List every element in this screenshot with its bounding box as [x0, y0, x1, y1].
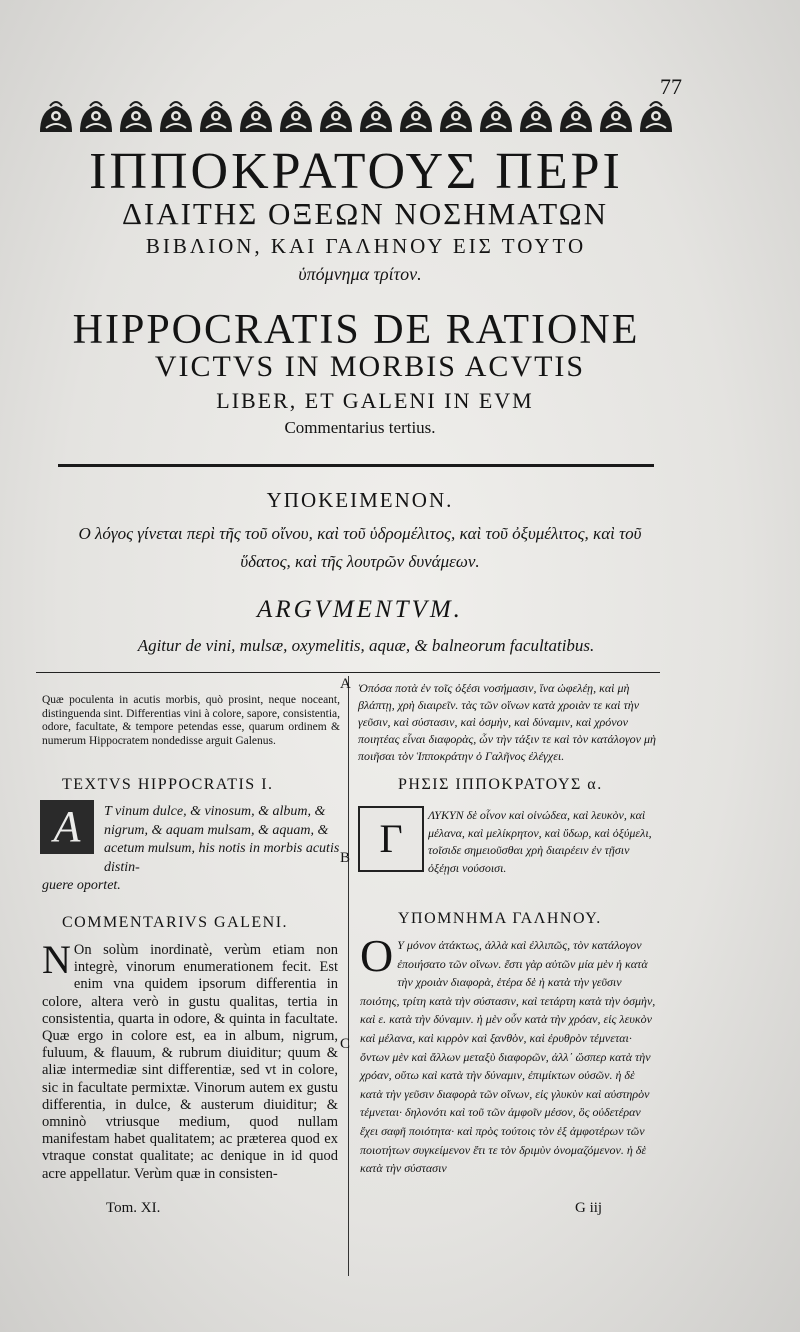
- latin-summary: Quæ poculenta in acutis morbis, quò prosint, neque noceant, distinguenda sint. Differentias vini à colore, sapore, consistentia, odore, facultate, & tempore petendas esse, quarum ordinem & numerum Hippocratem nondedisse arguit Galenus.: [42, 694, 340, 747]
- commentarius-body: On solùm inordinatè, verùm etiam non integrè, vinorum enumerationem fecit. Est enim vna quidem ipsorum differentia in colore, altera verò in gustu qualitas, tertia in consistentia, quarta in odore, & quinta in facultate. Quæ ergo in colore est, ea in album, nigrum, fuluum, & flauum, & rubrum diuiditur; quum & aliæ intermediæ sint differentiæ, sed vt in colore, sic in facultate permixtæ. Vinorum autem ex gustu differentia, in dulce, & austerum diuiditur; & omninò vtriusque medium, quod nullam manifestam habet qualitatem; ac præterea quod ex vtraque constat qualitate; ac denique in id quod acre appellatur. Verùm quæ in consisten-: [42, 942, 338, 1182]
- latin-title-line4: Commentarius tertius.: [284, 418, 436, 437]
- volume-signature: Tom. XI.: [106, 1200, 161, 1216]
- column-divider: [348, 676, 349, 1276]
- section-rule: [36, 672, 660, 673]
- rhesis-heading: ΡΗΣΙΣ ΙΠΠΟΚΡΑΤΟΥΣ α.: [398, 776, 603, 793]
- argumentum-text: Agitur de vini, mulsæ, oxymelitis, aquæ, & balneorum facultatibus.: [137, 636, 595, 655]
- commentarius-text: [42, 937, 338, 1183]
- margin-letter-c: C: [340, 1036, 351, 1052]
- hypokeimenon-heading: ΥΠΟΚΕΙΜΕΝΟΝ.: [266, 488, 454, 512]
- hypokeimenon-text: Ο λόγος γίνεται περὶ τῆς τοῦ οἴνου, καὶ τοῦ ὑδρομέλιτος, καὶ τοῦ ὀξυμέλιτος, καὶ τοῦ ὕδατος, καὶ τῆς λουτρῶν δυνάμεων.: [78, 524, 642, 571]
- title-rule: [58, 464, 654, 467]
- greek-summary: Ὁπόσα ποτὰ ἐν τοῖς ὀξέσι νοσήμασιν, ἵνα ὠφελέῃ, καὶ μὴ βλάπτῃ, χρὴ διαιρεῖν. τὰς τῶν οἴνων κατὰ χροιὰν τε καὶ τὴν γεῦσιν, καὶ σύστασιν, καὶ ὀσμὴν, καὶ δύναμιν, καὶ χρόνον ποιητέας εἶναι διαφορὰς, ὧν τὴν τάξιν τε καὶ τὸν κατάλογον μὴ ποιῆσαι τὸν Ἱπποκράτην ὁ Γαλῆνος ἐλέγχει.: [358, 681, 656, 763]
- textus-text: T vinum dulce, & vinosum, & album, & nigrum, & aquam mulsam, & aquam, & acetum mulsum, his notis in morbis acutis distin-: [104, 804, 340, 875]
- textus-heading: TEXTVS HIPPOCRATIS I.: [62, 776, 274, 793]
- decorated-initial-a: A: [40, 800, 94, 854]
- greek-title-line3: ΒΙΒΛΙΟΝ, ΚΑΙ ΓΑΛΗΝΟΥ ΕΙΣ ΤΟΥΤΟ: [145, 234, 587, 258]
- latin-title-line3: LIBER, ET GALENI IN EVM: [216, 388, 534, 413]
- margin-letter-b: B: [340, 850, 351, 866]
- greek-title-line1: ΙΠΠΟΚΡΑΤΟΥΣ ΠΕΡΙ: [89, 143, 623, 200]
- page-number: 77: [660, 74, 682, 99]
- argumentum-heading: ARGVMENTVM.: [257, 596, 463, 623]
- gathering-signature: G iij: [575, 1200, 603, 1216]
- greek-title-line4: ὑπόμνημα τρίτον.: [298, 264, 422, 284]
- latin-title-line1: HIPPOCRATIS DE RATIONE: [72, 307, 640, 353]
- textus-last-line: guere oportet.: [42, 878, 121, 893]
- initial-n: N: [42, 937, 71, 982]
- hypomnema-heading: ΥΠΟΜΝΗΜΑ ΓΑΛΗΝΟΥ.: [398, 910, 602, 927]
- hypomnema-text: [360, 930, 660, 1178]
- commentarius-heading: COMMENTARIVS GALENI.: [62, 914, 289, 931]
- initial-omicron: Ο: [360, 930, 394, 981]
- greek-title-line2: ΔΙΑΙΤΗΣ ΟΞΕΩΝ ΝΟΣΗΜΑΤΩΝ: [121, 196, 609, 231]
- hypomnema-body: Υ μόνον ἀτάκτως, ἀλλὰ καὶ ἐλλιπῶς, τὸν κατάλογον ἐποιήσατο τῶν οἴνων. ἔστι γὰρ αὐτῶν μία μὲν ἡ κατὰ τὴν χροιὰν διαφορὰ, ἑτέρα δὲ ἡ κατὰ τὴν γεῦσιν ποιότης, τρίτη κατὰ τὴν σύστασιν, καὶ τετάρτη κατὰ τὴν ὀσμὴν, καὶ ε. κατὰ τὴν δύναμιν. ἡ μὲν οὖν κατὰ τὴν χρόαν, εἰς λευκὸν καὶ μέλανα, καὶ κιρρὸν καὶ ξανθὸν, καὶ ἐρυθρὸν τέμνεται· ὄντων μὲν καὶ ἄλλων μεταξὺ διαφορῶν, ἀλλ᾽ ὥσπερ κατὰ τὴν χρόαν, οὕτω καὶ κατὰ τὴν δύναμιν, ἐπιμίκτων οὐσῶν. ἡ δὲ κατὰ τὴν γεῦσιν διαφορὰ τῶν οἴνων, εἰς γλυκὺν καὶ αὐστηρὸν τέμνεται· δηλονότι καὶ τοῦ τῶν ἀμφοῖν μέσον, ὃς οὐδετέραν ἔχει σαφῆ ποιότητα· καὶ πρὸς τούτοις τὸν ἐξ ἀμφοτέρων τῶν ποιοτήτων συγκείμενον ἔτι τε τὸν δριμὺν ὀνομαζόμενον. ἡ δὲ κατὰ τὴν σύστασιν: [360, 938, 656, 1176]
- decorated-initial-gamma: Γ: [358, 806, 424, 872]
- latin-title-line2: VICTVS IN MORBIS ACVTIS: [154, 350, 586, 383]
- ornamental-headband: [36, 98, 676, 138]
- rhesis-text: ΛΥΚΥΝ δὲ οἶνον καὶ οἰνώδεα, καὶ λευκὸν, καὶ μέλανα, καὶ μελίκρητον, καὶ ὕδωρ, καὶ ὀξύμελι, τοῖσιδε σημειοῦσθαι χρὴ διαιρέειν ἐν τῇσιν ὀξέῃσι νούσοισι.: [428, 808, 652, 875]
- margin-letter-a: A: [340, 676, 351, 692]
